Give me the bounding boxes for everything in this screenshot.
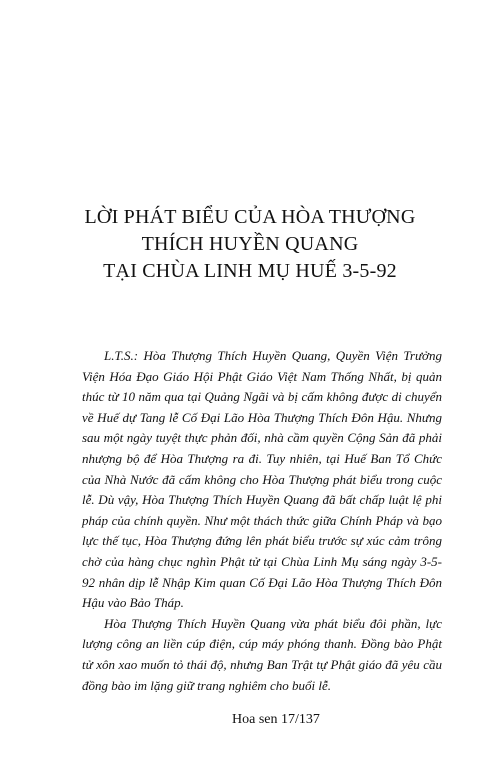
article-title [40, 204, 460, 285]
body-paragraph: Hòa Thượng Thích Huyền Quang vừa phát biểu đôi phần, lực lượng công an liền cúp điện, cúp máy phóng thanh. Đồng bào Phật tử xôn xao muốn tỏ thái độ, nhưng Ban Trật tự Phật giáo đã yêu cầu đồng bào im lặng giữ trang nghiêm cho buổi lễ. [82, 615, 442, 693]
title-line-3: TẠI CHÙA LINH MỤ HUẾ 3-5-92 [103, 260, 397, 282]
title-line-1: LỜI PHÁT BIỂU CỦA HÒA THƯỢNG [84, 206, 416, 228]
page-footer: Hoa sen 17/137 [232, 712, 320, 727]
article-body [82, 346, 442, 696]
title-line-2: THÍCH HUYỀN QUANG [141, 233, 359, 255]
editor-note-paragraph: L.T.S.: Hòa Thượng Thích Huyền Quang, Quyền Viện Trưởng Viện Hóa Đạo Giáo Hội Phật Giáo Việt Nam Thống Nhất, bị quản thúc từ 10 năm qua tại Quảng Ngãi và bị cấm không được di chuyển về Huế dự Tang lễ Cố Đại Lão Hòa Thượng Thích Đôn Hậu. Nhưng sau một ngày tuyệt thực phản đối, nhà cầm quyền Cộng Sản đã phải nhượng bộ để Hòa Thượng ra đi. Tuy nhiên, tại Huế Ban Tổ Chức của Nhà Nước đã cấm không cho Hòa Thượng phát biểu trong cuộc lễ. Dù vậy, Hòa Thượng Thích Huyền Quang đã bất chấp luật lệ phi pháp của chính quyền. Như một thách thức giữa Chính Pháp và bạo lực thế tục, Hòa Thượng đứng lên phát biểu trước sự xúc cảm trông chờ của hàng chục nghìn Phật tử tại Chùa Linh Mụ sáng ngày 3-5-92 nhân dịp lễ Nhập Kim quan Cố Đại Lão Hòa Thượng Thích Đôn Hậu vào Bảo Tháp. [82, 348, 442, 611]
